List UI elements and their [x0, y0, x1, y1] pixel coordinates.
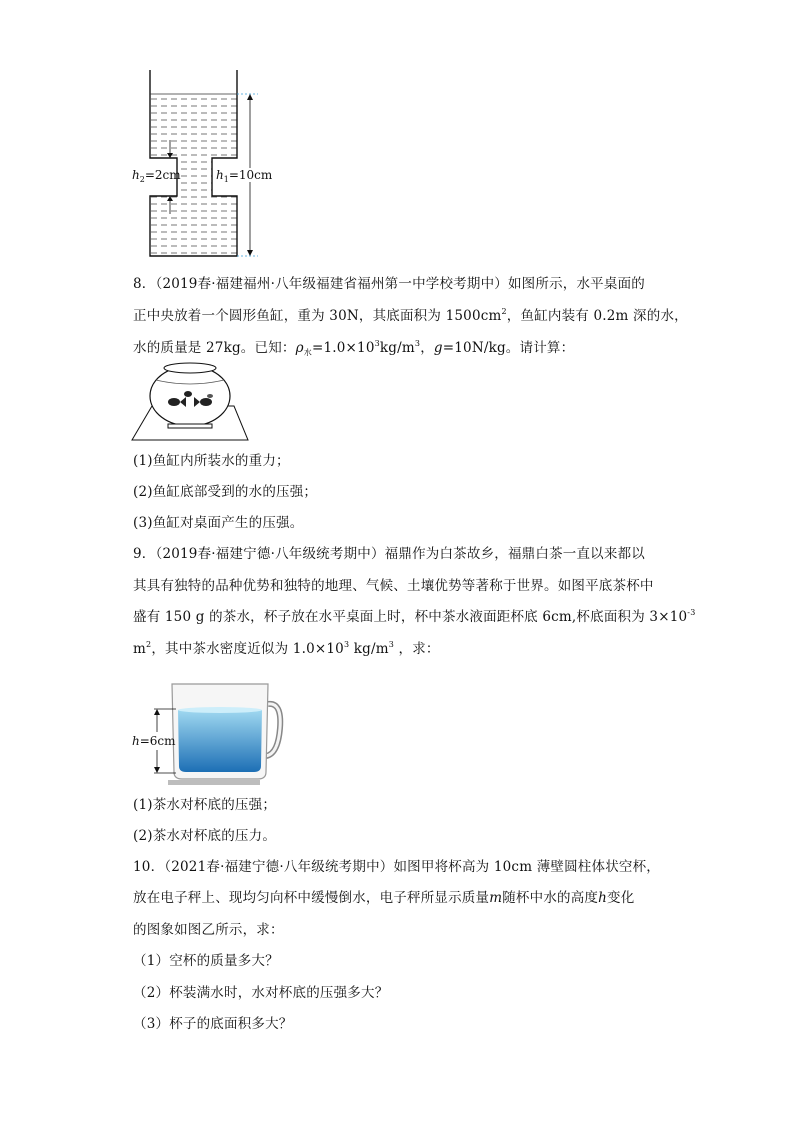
q10-sub2: （2）杯装满水时，水对杯底的压强多大？ [133, 985, 389, 1001]
cup-height-label: h=6cm [132, 734, 176, 748]
q10-sub1: （1）空杯的质量多大？ [133, 953, 279, 969]
vessel-figure [130, 68, 290, 263]
q10-line1: 10．（2021春·福建宁德·八年级统考期中）如图甲将杯高为 10cm 薄壁圆柱体状空杯， [133, 859, 660, 875]
q8-line2: 正中央放着一个圆形鱼缸，重为 30N，其底面积为 $1500cm^2$，鱼缸内装有 0.2m 深的水， [133, 307, 688, 324]
q8-line1: 8．（2019春·福建福州·八年级福建省福州第一中学校考期中）如图所示，水平桌面的 [133, 276, 645, 292]
q10-line3: 的图象如图乙所示，求： [133, 922, 284, 938]
q9-sub1: (1)茶水对杯底的压强； [133, 797, 277, 813]
fish-tank-diagram [130, 358, 250, 444]
vessel-diagram [130, 68, 290, 263]
h2-label: $h_2=2cm$ [132, 168, 181, 184]
q8-sub3: (3)鱼缸对桌面产生的压强。 [133, 515, 304, 531]
q8-sub1: (1)鱼缸内所装水的重力； [133, 453, 290, 469]
q9-line1: 9．（2019春·福建宁德·八年级统考期中）福鼎作为白茶故乡，福鼎白茶一直以来都以 [133, 546, 645, 562]
tea-cup-figure [130, 676, 290, 788]
q8-sub2: (2)鱼缸底部受到的水的压强； [133, 484, 318, 500]
q10-sub3: （3）杯子的底面积多大？ [133, 1016, 293, 1032]
h1-label: $h_1=10cm$ [216, 168, 273, 184]
q8-line3: 水的质量是 27kg。已知：$\rho_水=1.0\times 10^3kg/m^3$，g=10N/kg。请计算： [133, 339, 575, 357]
q10-line2: 放在电子秤上、现均匀向杯中缓慢倒水，电子秤所显示质量m随杯中水的高度h变化 [133, 890, 635, 906]
fish-tank-figure [130, 358, 250, 444]
q9-line4: $m^2$，其中茶水密度近似为 $1.0\times 10^3$ $kg/m^3$ ，求： [133, 640, 440, 657]
q9-sub2: (2)茶水对杯底的压力。 [133, 828, 277, 844]
q9-line2: 其具有独特的品种优势和独特的地理、气候、土壤优势等著称于世界。如图平底茶杯中 [133, 578, 654, 594]
tea-cup-diagram [130, 676, 290, 788]
q9-line3: 盛有 150 g 的茶水，杯子放在水平桌面上时，杯中茶水液面距杯底 6cm,杯底面积为 $3\times 10^{-3}$ [133, 608, 696, 625]
